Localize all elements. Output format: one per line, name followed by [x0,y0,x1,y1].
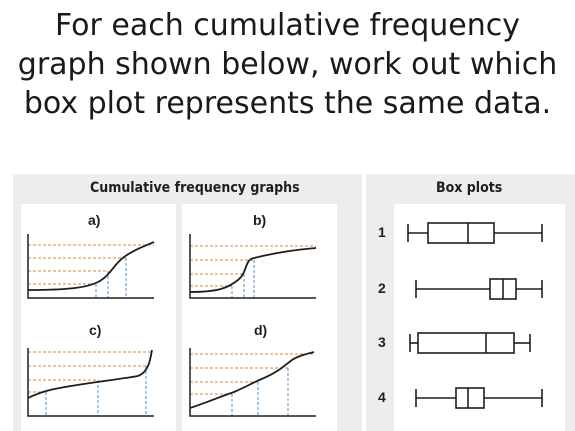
cumulative-frequency-title: Cumulative frequency graphs [90,180,300,196]
graph-label-d: d) [254,322,268,338]
box-plot-1 [406,220,556,246]
box-plot-number-4: 4 [378,389,386,405]
graph-label-c: c) [89,322,102,338]
graph-b [188,230,318,300]
question-line-2: graph shown below, work out which [17,47,558,82]
box-plots-panel [366,174,575,431]
question-line-3: box plot represents the same data. [23,86,552,121]
graph-label-b: b) [253,212,267,228]
cumulative-frequency-panel [13,174,362,431]
graph-b-curve [190,248,316,292]
graph-d [188,346,318,418]
box-plot-number-2: 2 [378,280,386,296]
graph-c-curve [28,350,152,398]
box-plot-3 [406,330,556,356]
box-plots-title: Box plots [436,180,503,196]
box-plot-2 [406,276,556,302]
box-plot-number-1: 1 [378,224,386,240]
graph-c [26,346,156,418]
box-plot-4 [406,385,556,411]
graph-a [26,230,156,300]
graph-label-a: a) [88,212,101,228]
graph-a-curve [28,242,154,290]
graph-d-curve [190,352,314,408]
question-line-1: For each cumulative frequency [54,8,521,43]
question-text [0,6,575,123]
box-plot-number-3: 3 [378,334,386,350]
